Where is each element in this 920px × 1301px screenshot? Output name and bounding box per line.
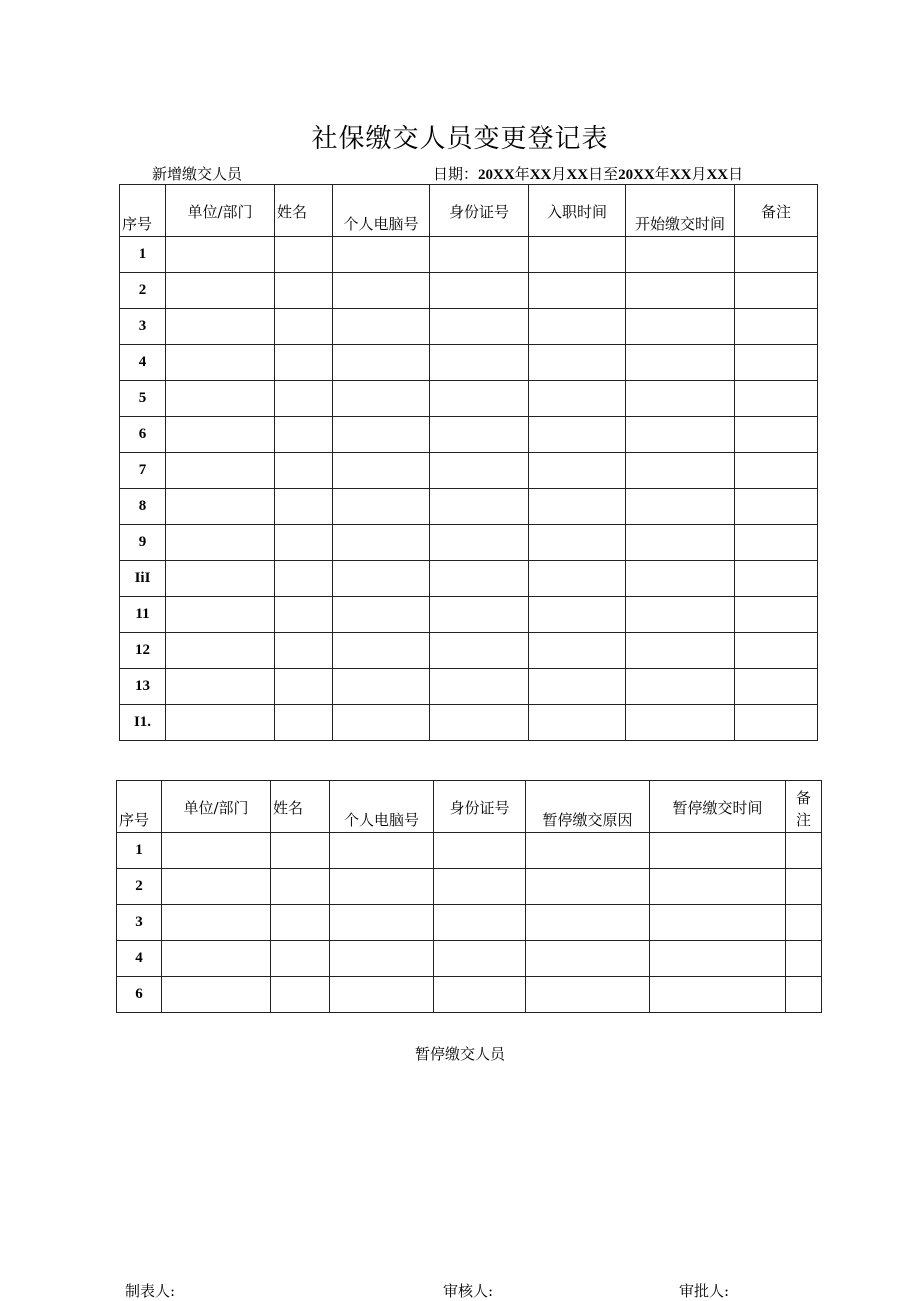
row-number: 7: [120, 453, 166, 489]
table-row: [120, 669, 818, 705]
row-number: 2: [120, 273, 166, 309]
table-cell[interactable]: [430, 237, 529, 273]
date-range: [433, 163, 743, 184]
table-cell[interactable]: [166, 597, 275, 633]
table-cell[interactable]: [626, 525, 735, 561]
table-cell[interactable]: [271, 833, 330, 869]
table-cell[interactable]: [434, 941, 526, 977]
date-to-char: 日至: [588, 165, 619, 183]
table-cell[interactable]: [735, 417, 818, 453]
table-cell[interactable]: [166, 417, 275, 453]
table-cell[interactable]: [735, 489, 818, 525]
row-number: 11: [120, 597, 166, 633]
date-day-char: 日: [728, 165, 744, 183]
table-cell[interactable]: [430, 345, 529, 381]
row-number: 12: [120, 633, 166, 669]
table-cell[interactable]: [162, 977, 271, 1013]
row-number: 3: [120, 309, 166, 345]
row-number: 5: [120, 381, 166, 417]
table-cell[interactable]: [275, 273, 333, 309]
table-cell[interactable]: [333, 525, 430, 561]
table-cell[interactable]: [166, 705, 275, 741]
table-cell[interactable]: [735, 597, 818, 633]
table-cell[interactable]: [735, 273, 818, 309]
table-cell[interactable]: [333, 237, 430, 273]
table-cell[interactable]: [430, 633, 529, 669]
table-cell[interactable]: [166, 453, 275, 489]
header-hire-date: 入职时间: [529, 185, 626, 237]
table-cell[interactable]: [786, 905, 822, 941]
table-cell[interactable]: [333, 633, 430, 669]
table-cell[interactable]: [330, 941, 434, 977]
row-number: 4: [117, 941, 162, 977]
table-cell[interactable]: [430, 561, 529, 597]
table-cell[interactable]: [162, 833, 271, 869]
table-cell[interactable]: [275, 489, 333, 525]
new-staff-table: [119, 184, 818, 741]
table-cell[interactable]: [271, 977, 330, 1013]
table-cell[interactable]: [735, 705, 818, 741]
table-cell[interactable]: [650, 869, 786, 905]
table-cell[interactable]: [626, 705, 735, 741]
header-suspend-reason: 暂停缴交原因: [526, 781, 650, 833]
row-number: 1: [120, 237, 166, 273]
table-row: [117, 977, 822, 1013]
form-title: 社保缴交人员变更登记表: [311, 124, 609, 154]
header-start-pay-date: 开始缴交时间: [626, 185, 735, 237]
table-cell[interactable]: [271, 869, 330, 905]
row-number: 9: [120, 525, 166, 561]
table-cell[interactable]: [529, 309, 626, 345]
table-row: [120, 705, 818, 741]
table-header-row: [120, 185, 818, 237]
table-cell[interactable]: [166, 345, 275, 381]
reviewed-by-label: 审核人:: [443, 1282, 494, 1300]
table-cell[interactable]: [333, 417, 430, 453]
row-number: IiI: [120, 561, 166, 597]
table-cell[interactable]: [275, 309, 333, 345]
table-cell[interactable]: [333, 597, 430, 633]
table-cell[interactable]: [529, 633, 626, 669]
table-cell[interactable]: [626, 597, 735, 633]
table-cell[interactable]: [526, 941, 650, 977]
table-cell[interactable]: [275, 669, 333, 705]
table-cell[interactable]: [330, 833, 434, 869]
table-cell[interactable]: [529, 453, 626, 489]
row-number: 3: [117, 905, 162, 941]
table-cell[interactable]: [162, 869, 271, 905]
table-row: [120, 345, 818, 381]
table-cell[interactable]: [434, 977, 526, 1013]
table-cell[interactable]: [650, 833, 786, 869]
section2-caption: 暂停缴交人员: [414, 1045, 505, 1063]
date-end-month: XX: [669, 167, 692, 183]
table-cell[interactable]: [430, 453, 529, 489]
table-cell[interactable]: [529, 561, 626, 597]
table-cell[interactable]: [650, 941, 786, 977]
table-cell[interactable]: [166, 633, 275, 669]
table-cell[interactable]: [529, 525, 626, 561]
date-year-char: 年: [514, 165, 530, 183]
table-cell[interactable]: [430, 669, 529, 705]
table-cell[interactable]: [786, 977, 822, 1013]
header-name: 姓名: [271, 781, 330, 833]
table-cell[interactable]: [529, 381, 626, 417]
table-cell[interactable]: [626, 669, 735, 705]
table-row: [120, 525, 818, 561]
date-start-day: XX: [566, 167, 589, 183]
header-remark: 备注: [735, 185, 818, 237]
table-cell[interactable]: [735, 345, 818, 381]
table-cell[interactable]: [529, 597, 626, 633]
table-cell[interactable]: [735, 669, 818, 705]
table-row: [120, 489, 818, 525]
row-number: 4: [120, 345, 166, 381]
approved-by-label: 审批人:: [679, 1282, 730, 1300]
table-cell[interactable]: [430, 309, 529, 345]
table-row: [120, 561, 818, 597]
table-cell[interactable]: [735, 633, 818, 669]
header-unit: 单位/部门: [166, 185, 275, 237]
table-cell[interactable]: [650, 905, 786, 941]
header-unit: 单位/部门: [162, 781, 271, 833]
table-cell[interactable]: [330, 869, 434, 905]
table-cell[interactable]: [430, 705, 529, 741]
table-cell[interactable]: [330, 977, 434, 1013]
table-cell[interactable]: [275, 561, 333, 597]
table-cell[interactable]: [333, 345, 430, 381]
table-row: [117, 833, 822, 869]
table-cell[interactable]: [275, 417, 333, 453]
table-cell[interactable]: [333, 381, 430, 417]
table-cell[interactable]: [333, 273, 430, 309]
table-cell[interactable]: [166, 561, 275, 597]
table-cell[interactable]: [626, 345, 735, 381]
table-row: [120, 273, 818, 309]
table-cell[interactable]: [735, 237, 818, 273]
prepared-by-label: 制表人:: [125, 1282, 176, 1300]
table-cell[interactable]: [626, 453, 735, 489]
table-cell[interactable]: [271, 905, 330, 941]
table-cell[interactable]: [333, 489, 430, 525]
row-number: 8: [120, 489, 166, 525]
table-cell[interactable]: [529, 237, 626, 273]
table-row: [120, 633, 818, 669]
table-cell[interactable]: [333, 453, 430, 489]
table-cell[interactable]: [162, 905, 271, 941]
table-cell[interactable]: [430, 597, 529, 633]
table-cell[interactable]: [434, 905, 526, 941]
table-cell[interactable]: [786, 941, 822, 977]
table-cell[interactable]: [735, 381, 818, 417]
table-cell[interactable]: [275, 381, 333, 417]
table-row: [120, 417, 818, 453]
table-cell[interactable]: [735, 309, 818, 345]
table-cell[interactable]: [275, 525, 333, 561]
table-cell[interactable]: [430, 273, 529, 309]
table-row: [117, 905, 822, 941]
header-seq: 序号: [117, 781, 162, 833]
table-row: [120, 381, 818, 417]
date-year-char-2: 年: [654, 165, 670, 183]
table-cell[interactable]: [735, 525, 818, 561]
table-cell[interactable]: [529, 489, 626, 525]
table-row: [120, 453, 818, 489]
table-cell[interactable]: [626, 237, 735, 273]
date-end-year: 20XX: [618, 167, 655, 183]
date-start-year: 20XX: [478, 167, 515, 183]
table-cell[interactable]: [166, 489, 275, 525]
table-cell[interactable]: [275, 453, 333, 489]
table-cell[interactable]: [434, 869, 526, 905]
header-suspend-date: 暂停缴交时间: [650, 781, 786, 833]
suspended-staff-table: [116, 780, 822, 1013]
header-remark: 备 注: [786, 781, 822, 833]
table-cell[interactable]: [430, 489, 529, 525]
row-number: I1.: [120, 705, 166, 741]
table-cell[interactable]: [166, 273, 275, 309]
table-cell[interactable]: [166, 309, 275, 345]
table-cell[interactable]: [526, 905, 650, 941]
row-number: 6: [117, 977, 162, 1013]
date-start-month: XX: [529, 167, 552, 183]
table-cell[interactable]: [626, 489, 735, 525]
table-row: [120, 597, 818, 633]
header-pc-number: 个人电脑号: [333, 185, 430, 237]
table-cell[interactable]: [529, 705, 626, 741]
header-seq: 序号: [120, 185, 166, 237]
table-cell[interactable]: [434, 833, 526, 869]
table-cell[interactable]: [526, 869, 650, 905]
table-cell[interactable]: [526, 977, 650, 1013]
table-cell[interactable]: [166, 669, 275, 705]
table-cell[interactable]: [275, 633, 333, 669]
table-cell[interactable]: [650, 977, 786, 1013]
table-cell[interactable]: [735, 561, 818, 597]
table-cell[interactable]: [430, 381, 529, 417]
table-cell[interactable]: [333, 309, 430, 345]
table-cell[interactable]: [626, 381, 735, 417]
table-cell[interactable]: [526, 833, 650, 869]
section1-caption: 新增缴交人员: [152, 165, 243, 183]
date-end-day: XX: [706, 167, 729, 183]
table-cell[interactable]: [529, 669, 626, 705]
table-cell[interactable]: [166, 381, 275, 417]
date-label: 日期：: [433, 165, 479, 183]
table-cell[interactable]: [626, 273, 735, 309]
table-cell[interactable]: [529, 417, 626, 453]
table-cell[interactable]: [271, 941, 330, 977]
row-number: 13: [120, 669, 166, 705]
table-cell[interactable]: [626, 561, 735, 597]
table-cell[interactable]: [786, 869, 822, 905]
table-cell[interactable]: [333, 705, 430, 741]
header-pc-number: 个人电脑号: [330, 781, 434, 833]
table-cell[interactable]: [786, 833, 822, 869]
table-cell[interactable]: [333, 669, 430, 705]
table-cell[interactable]: [430, 417, 529, 453]
table-cell[interactable]: [275, 237, 333, 273]
table-cell[interactable]: [529, 273, 626, 309]
row-number: 1: [117, 833, 162, 869]
table-cell[interactable]: [275, 705, 333, 741]
date-month-char-2: 月: [691, 165, 707, 183]
table-cell[interactable]: [330, 905, 434, 941]
table-row: [120, 309, 818, 345]
table-cell[interactable]: [275, 345, 333, 381]
table-row: [117, 941, 822, 977]
table-cell[interactable]: [735, 453, 818, 489]
table-cell[interactable]: [166, 237, 275, 273]
table-cell[interactable]: [166, 525, 275, 561]
table-header-row: [117, 781, 822, 833]
table-cell[interactable]: [430, 525, 529, 561]
table-cell[interactable]: [626, 417, 735, 453]
date-month-char: 月: [551, 165, 567, 183]
table-row: [120, 237, 818, 273]
table-cell[interactable]: [626, 633, 735, 669]
header-name: 姓名: [275, 185, 333, 237]
table-cell[interactable]: [333, 561, 430, 597]
table-cell[interactable]: [275, 597, 333, 633]
row-number: 6: [120, 417, 166, 453]
table-cell[interactable]: [162, 941, 271, 977]
row-number: 2: [117, 869, 162, 905]
table-cell[interactable]: [626, 309, 735, 345]
header-id-number: 身份证号: [430, 185, 529, 237]
header-id-number: 身份证号: [434, 781, 526, 833]
table-cell[interactable]: [529, 345, 626, 381]
table-row: [117, 869, 822, 905]
